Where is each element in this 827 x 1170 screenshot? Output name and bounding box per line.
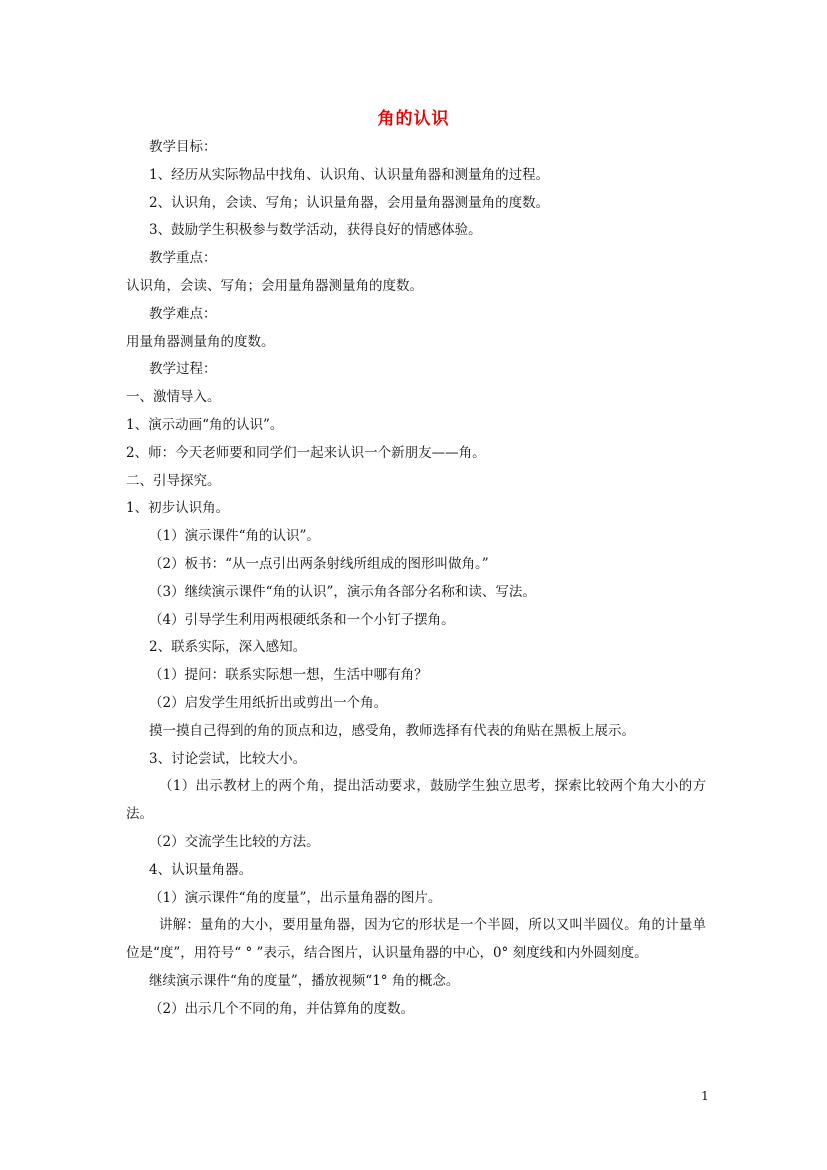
- process-substep: （1）演示课件“角的度量”，出示量角器的图片。: [149, 889, 442, 906]
- process-substep: （1）演示课件“角的认识”。: [149, 528, 320, 545]
- process-text: 继续演示课件“角的度量”，播放视频“1° 角的概念。: [149, 972, 460, 989]
- process-substep: （2）板书：“从一点引出两条射线所组成的图形叫做角。”: [149, 555, 489, 572]
- objective-item: 1、经历从实际物品中找角、认识角、认识量角器和测量角的过程。: [149, 166, 550, 183]
- document-title: 角的认识: [377, 109, 450, 129]
- process-paragraph: （1）出示教材上的两个角，提出活动要求，鼓励学生独立思考，探索比较两个角大小的方法。: [126, 778, 706, 823]
- process-substep: （1）提问：联系实际想一想，生活中哪有角？: [149, 667, 428, 684]
- process-substep: （2）交流学生比较的方法。: [149, 833, 320, 850]
- objective-item: 3、鼓励学生积极参与数学活动，获得良好的情感体验。: [149, 222, 482, 239]
- process-substep: （3）继续演示课件“角的认识”，演示角各部分名称和读、写法。: [149, 583, 536, 600]
- process-step: 一、激情导入。: [126, 389, 221, 406]
- process-substep: （4）引导学生利用两根硬纸条和一个小钉子摆角。: [149, 611, 455, 628]
- process-step: 3、讨论尝试，比较大小。: [149, 750, 307, 767]
- section-heading-objectives: 教学目标：: [149, 139, 217, 155]
- process-step: 4、认识量角器。: [149, 861, 253, 878]
- process-step: 2、联系实际，深入感知。: [149, 639, 307, 656]
- section-heading-difficulties: 教学难点：: [149, 305, 217, 322]
- difficulties-text: 用量角器测量角的度数。: [126, 333, 275, 350]
- key-points-text: 认识角，会读、写角；会用量角器测量角的度数。: [126, 277, 423, 294]
- section-heading-key-points: 教学重点：: [149, 250, 217, 267]
- process-step: 2、师：今天老师要和同学们一起来认识一个新朋友——角。: [126, 444, 486, 461]
- page-number: 1: [701, 1089, 709, 1103]
- section-heading-process: 教学过程：: [149, 361, 217, 378]
- objective-item: 2、认识角，会读、写角；认识量角器，会用量角器测量角的度数。: [149, 194, 550, 211]
- document-body: [126, 134, 706, 1024]
- process-text: 摸一摸自己得到的角的顶点和边，感受角，教师选择有代表的角贴在黑板上展示。: [149, 722, 635, 739]
- process-step: 1、演示动画“角的认识”。: [126, 416, 284, 433]
- process-step: 二、引导探究。: [126, 472, 221, 489]
- process-substep: （2）出示几个不同的角，并估算角的度数。: [149, 1000, 415, 1017]
- process-step: 1、初步认识角。: [126, 500, 230, 517]
- explanation-paragraph: 讲解：量角的大小，要用量角器，因为它的形状是一个半圆，所以又叫半圆仪。角的计量单位是“度”，用符号“ ° ”表示，结合图片，认识量角器的中心，0° 刻度线和内外圆刻度。: [126, 917, 706, 962]
- process-substep: （2）启发学生用纸折出或剪出一个角。: [149, 694, 388, 711]
